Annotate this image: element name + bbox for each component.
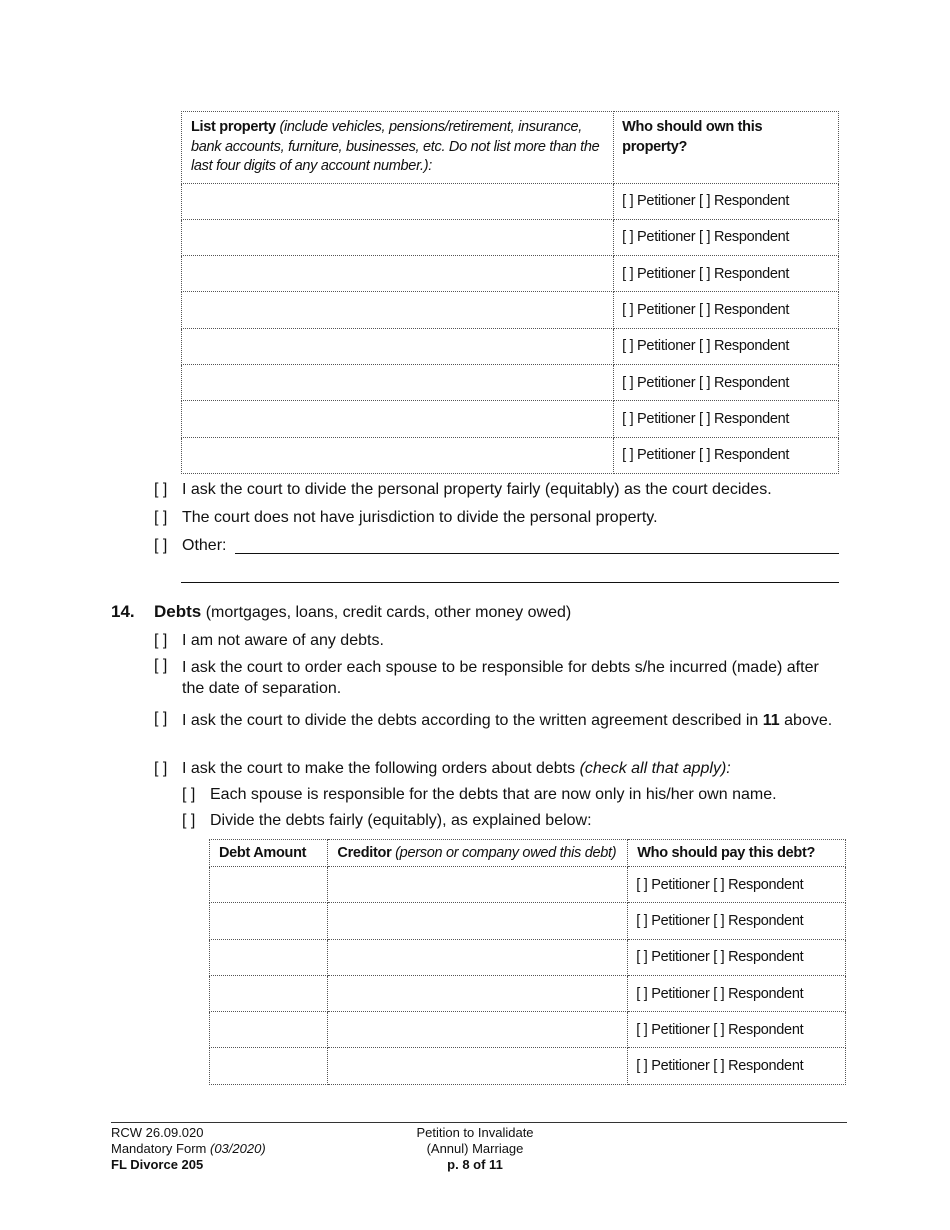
debt-row bbox=[210, 867, 846, 903]
property-header-bold: List property bbox=[191, 119, 276, 135]
property-description-cell[interactable] bbox=[182, 401, 614, 437]
debt-payer-cell[interactable]: [ ] Petitioner [ ] Respondent bbox=[628, 939, 846, 975]
footer-rule bbox=[111, 1122, 847, 1123]
creditor-bold: Creditor bbox=[337, 845, 392, 861]
property-option-equitable[interactable] bbox=[154, 481, 772, 499]
property-owner-cell[interactable]: [ ] Petitioner [ ] Respondent bbox=[614, 292, 839, 328]
debt-payer-cell[interactable]: [ ] Petitioner [ ] Respondent bbox=[628, 903, 846, 939]
debt-header-creditor bbox=[328, 840, 628, 867]
footer-form-id: FL Divorce 205 bbox=[111, 1157, 204, 1172]
debt-option-none[interactable] bbox=[154, 632, 384, 650]
footer-mandatory-text: Mandatory Form bbox=[111, 1141, 207, 1156]
property-description-cell[interactable] bbox=[182, 437, 614, 473]
property-header-left bbox=[182, 112, 614, 184]
footer-title-1: Petition to Invalidate bbox=[416, 1125, 534, 1140]
debt-header-who: Who should pay this debt? bbox=[628, 840, 846, 867]
property-owner-cell[interactable]: [ ] Petitioner [ ] Respondent bbox=[614, 256, 839, 292]
property-row bbox=[182, 401, 839, 437]
footer-title-2: (Annul) Marriage bbox=[426, 1141, 524, 1156]
debt-row bbox=[210, 975, 846, 1011]
property-option-no-jurisdiction[interactable] bbox=[154, 509, 658, 527]
property-option-other[interactable] bbox=[154, 537, 226, 555]
debt-row bbox=[210, 1012, 846, 1048]
footer-mandatory bbox=[111, 1141, 266, 1157]
section-number: 14. bbox=[111, 602, 135, 621]
option-text bbox=[182, 710, 844, 731]
option-text: I ask the court to divide the personal property fairly (equitably) as the court decides. bbox=[182, 481, 772, 498]
checkbox[interactable]: [ ] bbox=[182, 786, 196, 803]
property-row bbox=[182, 219, 839, 255]
property-header-right: Who should own this property? bbox=[614, 112, 839, 184]
option-italic: (check all that apply): bbox=[579, 760, 731, 777]
debt-suboption-own-name[interactable] bbox=[182, 786, 777, 804]
debt-creditor-cell[interactable] bbox=[328, 1048, 628, 1084]
debt-amount-cell[interactable] bbox=[210, 975, 328, 1011]
debt-creditor-cell[interactable] bbox=[328, 939, 628, 975]
property-owner-cell[interactable]: [ ] Petitioner [ ] Respondent bbox=[614, 328, 839, 364]
debt-option-separation[interactable] bbox=[154, 657, 844, 699]
checkbox[interactable]: [ ] bbox=[154, 760, 168, 777]
option-text: Other: bbox=[182, 537, 227, 554]
section-title: Debts bbox=[154, 602, 202, 621]
option-text: The court does not have jurisdiction to divide the personal property. bbox=[182, 509, 658, 526]
debt-header-amount: Debt Amount bbox=[210, 840, 328, 867]
other-input-line-1[interactable] bbox=[235, 553, 839, 554]
property-description-cell[interactable] bbox=[182, 328, 614, 364]
option-text: I ask the court to make the following orders about debts bbox=[182, 760, 576, 777]
property-description-cell[interactable] bbox=[182, 256, 614, 292]
property-description-cell[interactable] bbox=[182, 219, 614, 255]
debt-option-orders[interactable] bbox=[154, 760, 731, 778]
debt-payer-cell[interactable]: [ ] Petitioner [ ] Respondent bbox=[628, 867, 846, 903]
creditor-italic: (person or company owed this debt) bbox=[395, 845, 617, 861]
debt-payer-cell[interactable]: [ ] Petitioner [ ] Respondent bbox=[628, 975, 846, 1011]
property-row bbox=[182, 328, 839, 364]
property-description-cell[interactable] bbox=[182, 364, 614, 400]
checkbox[interactable]: [ ] bbox=[154, 509, 168, 526]
property-row bbox=[182, 364, 839, 400]
property-header-italic: (include vehicles, pensions/retirement, insurance, bank accounts, furniture, businesses, etc. Do not list more than the last four digits of any account number.): bbox=[191, 119, 600, 174]
property-owner-cell[interactable]: [ ] Petitioner [ ] Respondent bbox=[614, 219, 839, 255]
debt-amount-cell[interactable] bbox=[210, 939, 328, 975]
option-text-after: above. bbox=[784, 712, 833, 729]
property-row bbox=[182, 292, 839, 328]
property-table bbox=[181, 111, 839, 474]
section-ref: 11 bbox=[762, 712, 780, 729]
debt-row bbox=[210, 939, 846, 975]
debt-creditor-cell[interactable] bbox=[328, 1012, 628, 1048]
property-owner-cell[interactable]: [ ] Petitioner [ ] Respondent bbox=[614, 437, 839, 473]
option-text: Each spouse is responsible for the debts that are now only in his/her own name. bbox=[210, 786, 777, 803]
property-owner-cell[interactable]: [ ] Petitioner [ ] Respondent bbox=[614, 364, 839, 400]
option-text-before: I ask the court to divide the debts according to the written agreement described in bbox=[182, 712, 759, 729]
property-owner-cell[interactable]: [ ] Petitioner [ ] Respondent bbox=[614, 183, 839, 219]
footer-center bbox=[375, 1125, 575, 1173]
debt-amount-cell[interactable] bbox=[210, 1048, 328, 1084]
property-row bbox=[182, 437, 839, 473]
property-row bbox=[182, 256, 839, 292]
debt-table bbox=[209, 839, 846, 1085]
checkbox[interactable]: [ ] bbox=[182, 812, 196, 829]
property-row bbox=[182, 183, 839, 219]
debt-payer-cell[interactable]: [ ] Petitioner [ ] Respondent bbox=[628, 1048, 846, 1084]
section-14-heading bbox=[111, 602, 571, 622]
option-text: I ask the court to order each spouse to be responsible for debts s/he incurred (made) after the date of separation. bbox=[182, 659, 819, 697]
debt-amount-cell[interactable] bbox=[210, 1012, 328, 1048]
checkbox[interactable]: [ ] bbox=[154, 481, 168, 498]
property-description-cell[interactable] bbox=[182, 292, 614, 328]
footer-mandatory-date: (03/2020) bbox=[210, 1141, 266, 1156]
debt-creditor-cell[interactable] bbox=[328, 975, 628, 1011]
footer-left bbox=[111, 1125, 266, 1173]
debt-creditor-cell[interactable] bbox=[328, 867, 628, 903]
debt-row bbox=[210, 903, 846, 939]
debt-amount-cell[interactable] bbox=[210, 903, 328, 939]
property-description-cell[interactable] bbox=[182, 183, 614, 219]
debt-creditor-cell[interactable] bbox=[328, 903, 628, 939]
section-subtitle: (mortgages, loans, credit cards, other money owed) bbox=[205, 604, 572, 621]
footer-rcw: RCW 26.09.020 bbox=[111, 1125, 204, 1140]
footer-page: p. 8 of 11 bbox=[447, 1157, 503, 1172]
property-owner-cell[interactable]: [ ] Petitioner [ ] Respondent bbox=[614, 401, 839, 437]
option-text: Divide the debts fairly (equitably), as explained below: bbox=[210, 812, 592, 829]
other-input-line-2[interactable] bbox=[181, 582, 839, 583]
debt-row bbox=[210, 1048, 846, 1084]
checkbox[interactable]: [ ] bbox=[154, 632, 168, 649]
debt-option-agreement[interactable] bbox=[154, 710, 844, 731]
debt-amount-cell[interactable] bbox=[210, 867, 328, 903]
checkbox[interactable]: [ ] bbox=[154, 710, 168, 727]
debt-suboption-divide[interactable] bbox=[182, 812, 592, 830]
debt-payer-cell[interactable]: [ ] Petitioner [ ] Respondent bbox=[628, 1012, 846, 1048]
checkbox[interactable]: [ ] bbox=[154, 657, 168, 674]
option-text: I am not aware of any debts. bbox=[182, 632, 384, 649]
checkbox[interactable]: [ ] bbox=[154, 537, 168, 554]
